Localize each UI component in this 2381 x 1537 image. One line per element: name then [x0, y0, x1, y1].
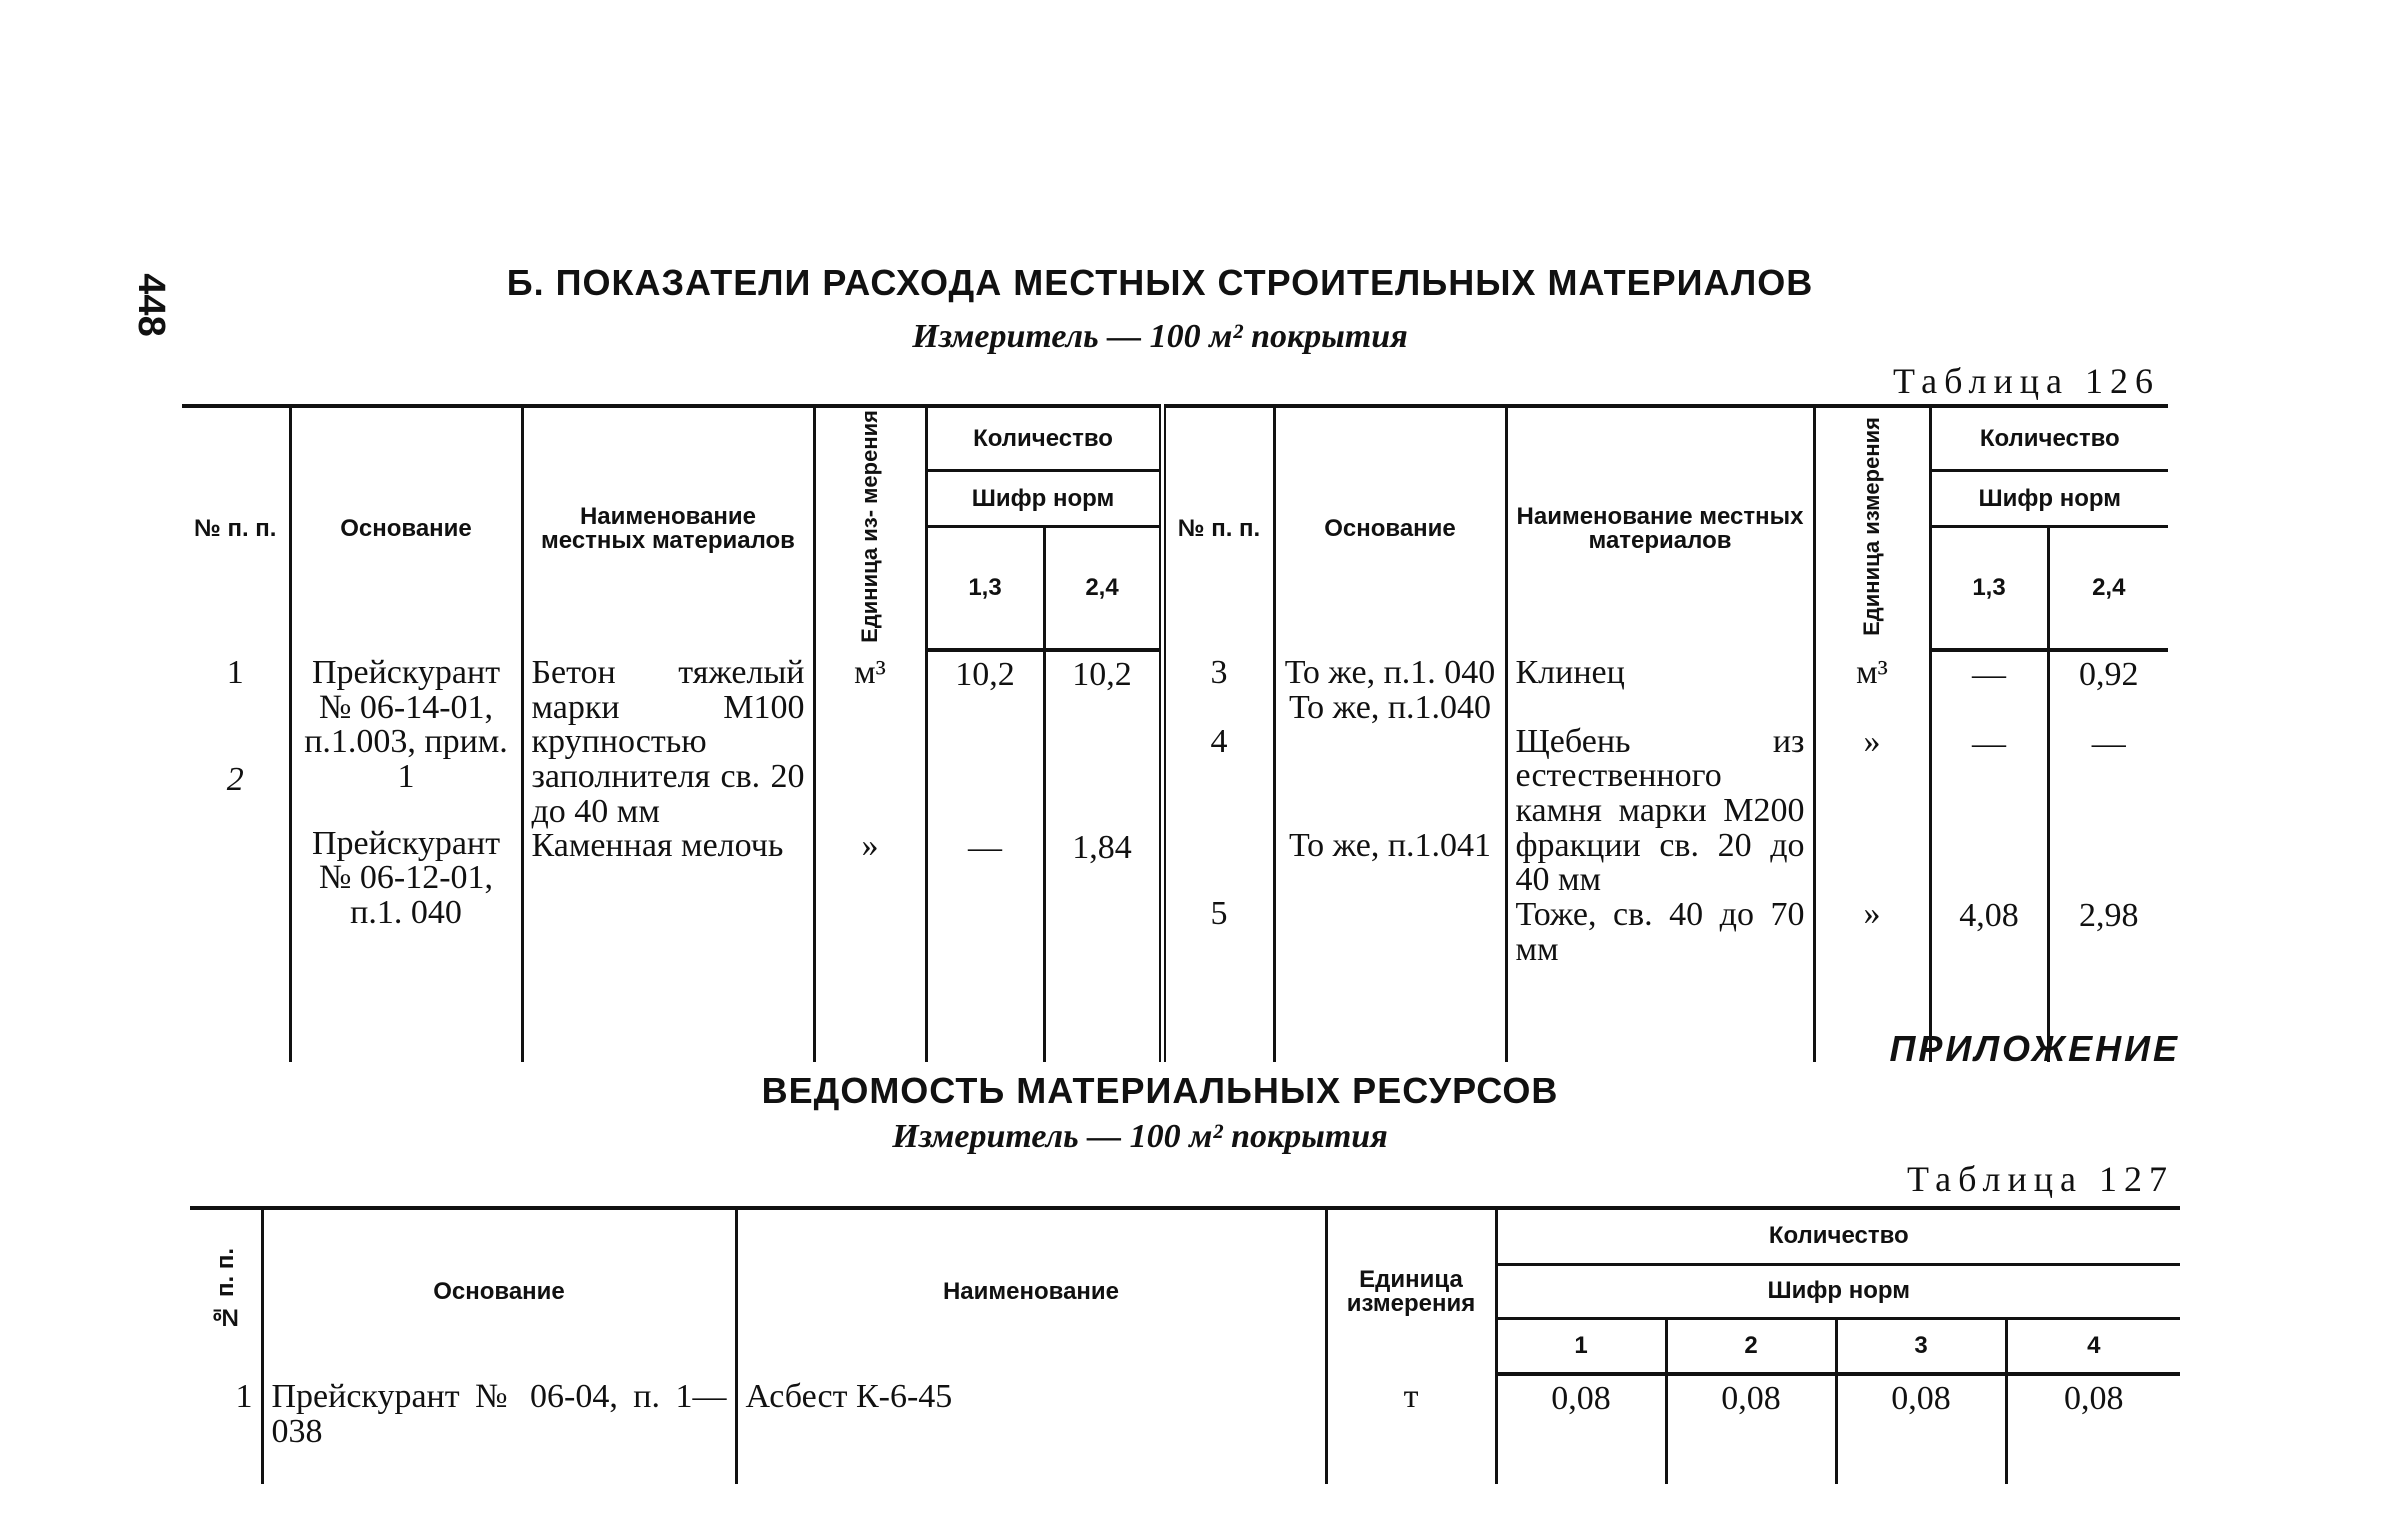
row-4-basis: То же, п.1.040	[1288, 688, 1492, 726]
row-3-v13: —	[1972, 655, 2006, 693]
header-basis-right: Основание	[1274, 406, 1506, 650]
table-126-label: Таблица 126	[1893, 361, 2160, 401]
appendix-measure: Измеритель — 100 м² покрытия	[892, 1118, 1388, 1155]
left-unit-cell	[814, 650, 926, 1062]
t127-row-1-v2: 0,08	[1666, 1374, 1836, 1484]
table-126	[182, 404, 2168, 1062]
row-4-v24: —	[2091, 724, 2126, 762]
right-v24-cell	[2048, 650, 2168, 1062]
left-v24-cell	[1044, 650, 1162, 1062]
header-norm-code-left: Шифр норм	[926, 471, 1162, 527]
header-norm-code-right: Шифр норм	[1930, 471, 2168, 527]
left-num-cell	[182, 650, 290, 1062]
t127-header-c3: 3	[1836, 1318, 2006, 1374]
row-2-basis: Прейскурант № 06-12-01, п.1. 040	[311, 824, 501, 931]
row-3-v24: 0,92	[2079, 655, 2139, 693]
row-3-basis: То же, п.1. 040	[1284, 653, 1496, 691]
table-127	[190, 1206, 2180, 1484]
left-basis-cell	[290, 650, 522, 1062]
header-unit-left: Единица из- мерения	[857, 410, 883, 643]
row-5-v13: 4,08	[1959, 897, 2019, 935]
t127-header-num-cell	[190, 1208, 262, 1374]
right-num-cell	[1162, 650, 1274, 1062]
t127-header-num: № п. п.	[211, 1248, 239, 1331]
header-basis-left: Основание	[290, 406, 522, 650]
row-3-num: 3	[1210, 653, 1228, 691]
header-material-name-right: Наименование местных материалов	[1506, 406, 1814, 650]
row-5-v24: 2,98	[2079, 897, 2139, 935]
row-1-v24: 10,2	[1072, 655, 1132, 693]
t127-row-1-unit: т	[1326, 1374, 1496, 1484]
row-1-num: 1	[226, 653, 244, 691]
row-5-unit: »	[1863, 895, 1881, 933]
header-unit-left-cell	[814, 406, 926, 650]
row-1-unit: м³	[854, 653, 886, 691]
row-2-v13: —	[968, 828, 1002, 866]
section-b-measure: Измеритель — 100 м² покрытия	[912, 318, 1408, 355]
header-num-right: № п. п.	[1162, 406, 1274, 650]
row-5-basis: То же, п.1.041	[1288, 827, 1492, 865]
t127-header-quantity: Количество	[1496, 1208, 2180, 1264]
row-1-v13: 10,2	[955, 655, 1015, 693]
t127-row-1-v1: 0,08	[1496, 1374, 1666, 1484]
right-unit-cell	[1814, 650, 1930, 1062]
left-name-cell	[522, 650, 814, 1062]
page-number: 448	[130, 273, 173, 337]
row-4-v13: —	[1972, 724, 2006, 762]
header-unit-right: Единица измерения	[1859, 416, 1885, 636]
t127-header-basis: Основание	[262, 1208, 736, 1374]
header-col-24-left: 2,4	[1044, 527, 1162, 650]
t127-header-c1: 1	[1496, 1318, 1666, 1374]
row-5-num: 5	[1210, 895, 1228, 933]
t127-row-1-v4: 0,08	[2006, 1374, 2180, 1484]
header-material-name-left: Наименование местных материалов	[522, 406, 814, 650]
appendix-title: ВЕДОМОСТЬ МАТЕРИАЛЬНЫХ РЕСУРСОВ	[761, 1070, 1559, 1111]
appendix-label: ПРИЛОЖЕНИЕ	[1889, 1028, 2180, 1069]
t127-row-1-basis: Прейскурант № 06-04, п. 1—038	[262, 1374, 736, 1484]
header-col-13-left: 1,3	[926, 527, 1044, 650]
row-2-unit: »	[861, 826, 879, 864]
header-col-24-right: 2,4	[2048, 527, 2168, 650]
row-2-num: 2	[226, 760, 244, 798]
row-1-name: Бетон тяжелый марки М100 крупностью заполнителя св. 20 до 40 мм	[531, 653, 805, 830]
right-name-cell	[1506, 650, 1814, 1062]
header-quantity-right: Количество	[1930, 406, 2168, 471]
t127-header-c2: 2	[1666, 1318, 1836, 1374]
header-quantity-left: Количество	[926, 406, 1162, 471]
right-v13-cell	[1930, 650, 2048, 1062]
row-4-num: 4	[1210, 722, 1228, 760]
row-3-name: Клинец	[1515, 653, 1625, 691]
header-col-13-right: 1,3	[1930, 527, 2048, 650]
left-v13-cell	[926, 650, 1044, 1062]
t127-header-name: Наименование	[736, 1208, 1326, 1374]
row-3-unit: м³	[1856, 653, 1888, 691]
t127-row-1-name: Асбест К-6-45	[736, 1374, 1326, 1484]
section-b-title: Б. ПОКАЗАТЕЛИ РАСХОДА МЕСТНЫХ СТРОИТЕЛЬНЫХ МАТЕРИАЛОВ	[506, 262, 1814, 303]
row-1-basis: Прейскурант № 06-14-01, п.1.003, прим. 1	[304, 653, 508, 795]
right-basis-cell	[1274, 650, 1506, 1062]
row-4-unit: »	[1863, 722, 1881, 760]
t127-header-norm-code: Шифр норм	[1496, 1264, 2180, 1318]
row-5-name: Тоже, св. 40 до 70 мм	[1515, 895, 1805, 968]
t127-row-1-v3: 0,08	[1836, 1374, 2006, 1484]
table-row	[190, 1374, 2180, 1484]
row-2-name: Каменная мелочь	[531, 827, 784, 865]
t127-row-1-num: 1	[190, 1374, 262, 1484]
row-2-v24: 1,84	[1072, 828, 1132, 866]
t127-header-unit: Единица измерения	[1326, 1208, 1496, 1374]
t127-header-c4: 4	[2006, 1318, 2180, 1374]
header-unit-right-cell	[1814, 406, 1930, 650]
header-num-left: № п. п.	[182, 406, 290, 650]
row-4-name: Щебень из естественного камня марки М200 фракции св. 20 до 40 мм	[1515, 722, 1805, 899]
table-127-label: Таблица 127	[1907, 1159, 2174, 1199]
